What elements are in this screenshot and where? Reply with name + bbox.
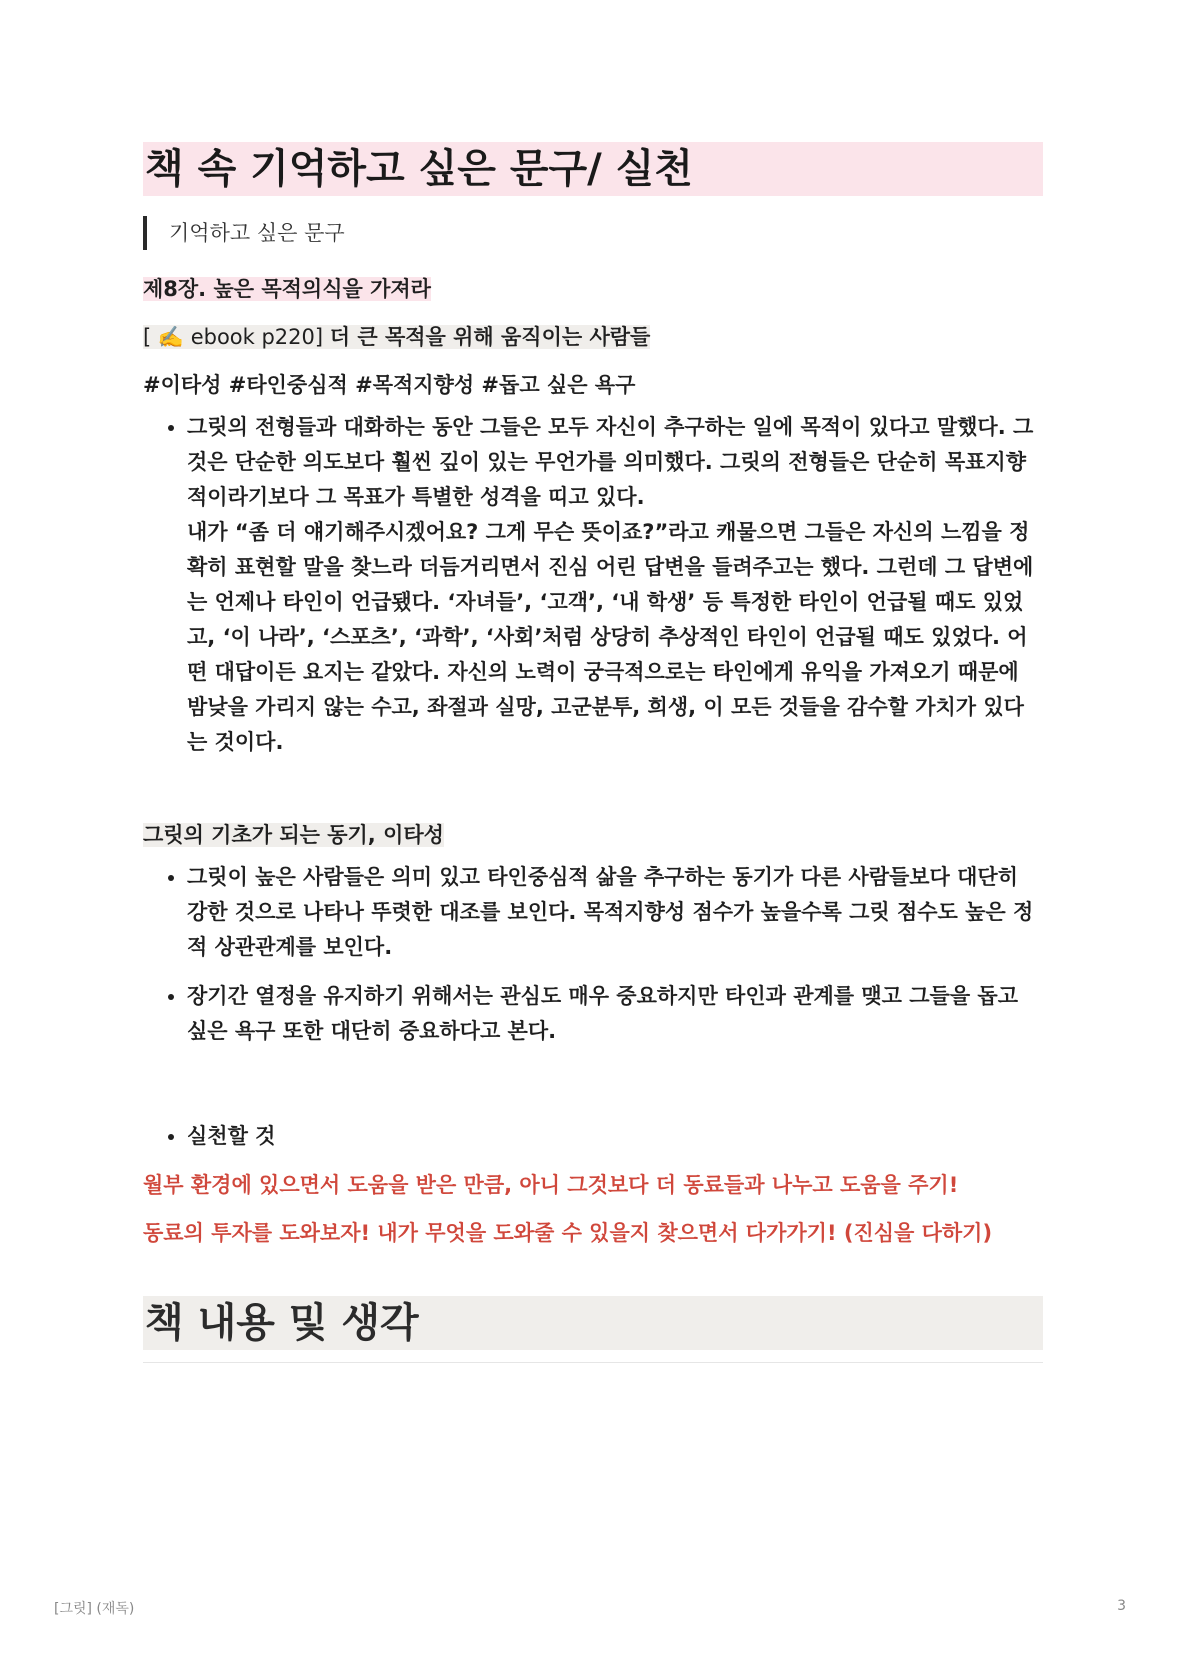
ebook-reference — [143, 325, 650, 349]
practice-list — [143, 1119, 1043, 1154]
ebook-reference-line — [143, 320, 1043, 354]
list-item: • 그릿이 높은 사람들은 의미 있고 타인중심적 삶을 추구하는 동기가 다른 사람들보다 대단히 강한 것으로 나타나 뚜렷한 대조를 보인다. 목적지향성 점수가 높을수록 그릿 점수도 높은 정적 상관관계를 보인다. — [187, 860, 1043, 965]
quote-block — [143, 216, 1043, 250]
divider — [143, 1362, 1043, 1363]
hashtags: #이타성 #타인중심적 #목적지향성 #돕고 싶은 욕구 — [143, 373, 636, 397]
quote-label: 기억하고 싶은 문구 — [169, 221, 345, 245]
list-item — [187, 410, 1043, 760]
list-item-practice: • 실천할 것 — [187, 1119, 1043, 1154]
chapter-title-line — [143, 272, 1043, 306]
heading-memorable-quotes: 책 속 기억하고 싶은 문구/ 실천 — [143, 142, 1043, 196]
ebook-prefix: [ ✍️ ebook p220] — [143, 325, 330, 349]
section2-title-line — [143, 818, 1043, 852]
footer-page-number: 3 — [1117, 1598, 1126, 1614]
footer-document-title: [그릿] (재독) — [54, 1601, 135, 1617]
bullet1-paragraph1: • 그릿의 전형들과 대화하는 동안 그들은 모두 자신이 추구하는 일에 목적이 있다고 말했다. 그것은 단순한 의도보다 훨씬 깊이 있는 무언가를 의미했다. 그릿의 전형들은 단순히 목표지향적이라기보다 그 목표가 특별한 성격을 띠고 있다. — [187, 415, 1034, 509]
quote-list — [143, 410, 1043, 760]
practice-line-2: 동료의 투자를 도와보자! 내가 무엇을 도와줄 수 있을지 찾으면서 다가가기! (진심을 다하기) — [143, 1221, 993, 1245]
chapter-title: 제8장. 높은 목적의식을 가져라 — [143, 277, 431, 301]
section2-title: 그릿의 기초가 되는 동기, 이타성 — [143, 823, 444, 847]
ebook-section-title: 더 큰 목적을 위해 움직이는 사람들 — [329, 325, 651, 349]
page-content — [143, 142, 1043, 1363]
list-item: • 장기간 열정을 유지하기 위해서는 관심도 매우 중요하지만 타인과 관계를 맺고 그들을 돕고 싶은 욕구 또한 대단히 중요하다고 본다. — [187, 979, 1043, 1049]
motivation-list — [143, 860, 1043, 1049]
heading-book-content: 책 내용 및 생각 — [143, 1296, 1043, 1350]
bullet1-paragraph2: 내가 “좀 더 얘기해주시겠어요? 그게 무슨 뜻이죠?”라고 캐물으면 그들은 자신의 느낌을 정확히 표현할 말을 찾느라 더듬거리면서 진심 어린 답변을 들려주고는 했다. 그런데 그 답변에는 언제나 타인이 언급됐다. ‘자녀들’, ‘고객’, ‘내 학생’ 등 특정한 타인이 언급될 때도 있었고, ‘이 나라’, ‘스포츠’, ‘과학’, ‘사회’처럼 상당히 추상적인 타인이 언급될 때도 있었다. 어떤 대답이든 요지는 같았다. 자신의 노력이 궁극적으로는 타인에게 유익을 가져오기 때문에 밤낮을 가리지 않는 수고, 좌절과 실망, 고군분투, 희생, 이 모든 것들을 감수할 가치가 있다는 것이다. — [187, 520, 1034, 754]
practice-line-1: 월부 환경에 있으면서 도움을 받은 만큼, 아니 그것보다 더 동료들과 나누고 도움을 주기! — [143, 1173, 959, 1197]
